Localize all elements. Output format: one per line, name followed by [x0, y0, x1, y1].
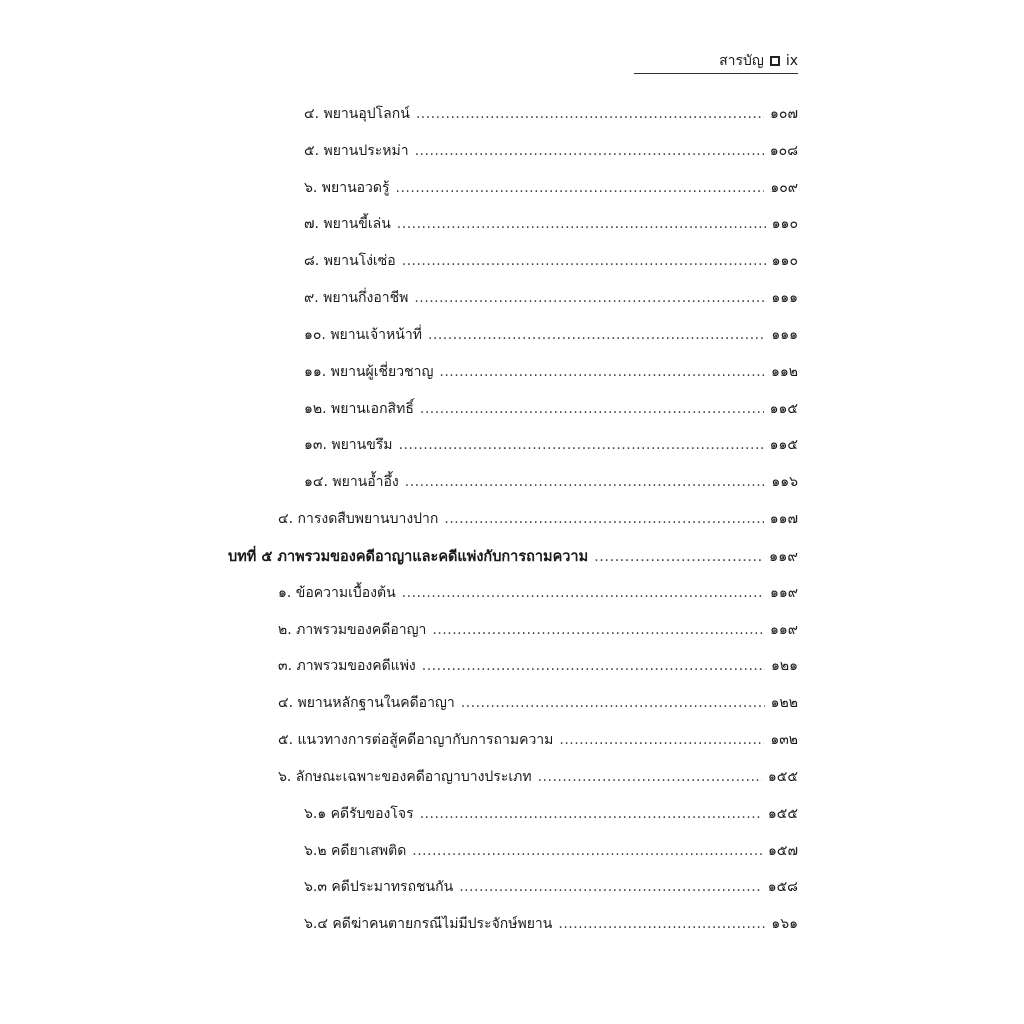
leader-dots [416, 106, 764, 122]
toc-entry [304, 398, 798, 420]
toc-entry-page: ๑๒๒ [770, 695, 798, 711]
toc-entry-page: ๑๑๐ [771, 253, 798, 269]
toc-entry-page: ๑๑๙ [769, 622, 798, 638]
toc-entry-page: ๑๕๗ [767, 843, 798, 859]
toc-entry [304, 287, 798, 309]
toc-entry-page: ๑๑๙ [768, 549, 798, 565]
leader-dots [439, 364, 765, 380]
toc-entry-page: ๑๒๑ [770, 658, 798, 674]
toc-entry [278, 582, 798, 604]
leader-dots [405, 474, 766, 490]
toc-entry-page: ๑๓๒ [770, 732, 798, 748]
leader-dots [594, 549, 763, 565]
leader-dots [559, 732, 764, 748]
toc-entry-page: ๑๕๕ [767, 806, 798, 822]
toc-entry [304, 250, 798, 272]
leader-dots [402, 585, 764, 601]
toc-entry-title: ๘. พยานโง่เซ่อ [304, 253, 396, 269]
toc-entry-title: ๔. การงดสืบพยานบางปาก [278, 511, 439, 527]
toc-entry [304, 434, 798, 456]
leader-dots [396, 180, 765, 196]
leader-dots [420, 806, 762, 822]
toc-entry [278, 766, 798, 788]
leader-dots [538, 769, 762, 785]
leader-dots [415, 143, 764, 159]
toc-entry-page: ๑๕๘ [767, 879, 798, 895]
toc-entry [278, 619, 798, 641]
toc-entry [304, 324, 798, 346]
square-bullet-icon [770, 56, 780, 66]
page-header [634, 49, 798, 74]
leader-dots [414, 290, 765, 306]
leader-dots [558, 916, 765, 932]
toc-chapter-entry [228, 545, 798, 568]
toc-entry-title: ๔. พยานอุปโลกน์ [304, 106, 410, 122]
toc-entry-title: ๖.๒ คดียาเสพติด [304, 843, 407, 859]
toc-entry-page: ๑๐๙ [770, 180, 798, 196]
leader-dots [412, 843, 762, 859]
toc-entry-title: ๑๐. พยานเจ้าหน้าที่ [304, 327, 422, 343]
toc-entry-page: ๑๑๖ [771, 474, 798, 490]
toc-entry-page: ๑๐๘ [769, 143, 798, 159]
toc-entry [278, 692, 798, 714]
leader-dots [397, 216, 766, 232]
toc-entry-title: ๖.๔ คดีฆ่าคนตายกรณีไม่มีประจักษ์พยาน [304, 916, 553, 932]
toc-entry-page: ๑๕๕ [767, 769, 798, 785]
leader-dots [402, 253, 766, 269]
toc-entry [304, 103, 798, 125]
toc-entry [304, 361, 798, 383]
toc-entry-page: ๑๖๑ [771, 916, 798, 932]
leader-dots [422, 658, 765, 674]
toc-entry-page: ๑๐๗ [770, 106, 798, 122]
toc-entry-page: ๑๑๙ [769, 585, 798, 601]
leader-dots [420, 401, 764, 417]
toc-entry-title: ๖.๓ คดีประมาทรถชนกัน [304, 879, 454, 895]
toc-entry [304, 213, 798, 235]
toc-entry-title: ๖. พยานอวดรู้ [304, 180, 390, 196]
toc-entry-title: ๗. พยานขี้เล่น [304, 216, 391, 232]
toc-entry-page: ๑๑๕ [769, 437, 798, 453]
toc-entry-title: ๙. พยานกึ่งอาชีพ [304, 290, 409, 306]
leader-dots [459, 879, 762, 895]
leader-dots [461, 695, 765, 711]
toc-entry [304, 803, 798, 825]
toc-entry-title: ๖.๑ คดีรับของโจร [304, 806, 414, 822]
toc-entry [278, 729, 798, 751]
header-title: สารบัญ [719, 53, 764, 69]
toc-chapter-title: บทที่ ๕ ภาพรวมของคดีอาญาและคดีแพ่งกับการถามความ [228, 549, 589, 565]
toc-entry-page: ๑๑๐ [771, 216, 798, 232]
toc-entry [304, 840, 798, 862]
toc-entry-title: ๕. แนวทางการต่อสู้คดีอาญากับการถามความ [278, 732, 554, 748]
toc-entry [304, 876, 798, 898]
toc-entry-page: ๑๑๑ [771, 327, 798, 343]
toc-entry [278, 508, 798, 530]
toc-entry-page: ๑๑๗ [769, 511, 798, 527]
toc-entry-page: ๑๑๒ [770, 364, 798, 380]
toc-entry-title: ๑๔. พยานอ้ำอึ้ง [304, 474, 399, 490]
toc-entry-title: ๖. ลักษณะเฉพาะของคดีอาญาบางประเภท [278, 769, 532, 785]
toc-entry-page: ๑๑๕ [769, 401, 798, 417]
toc-entry [304, 177, 798, 199]
header-page-number: ix [785, 53, 798, 69]
toc-entry-title: ๓. ภาพรวมของคดีแพ่ง [278, 658, 416, 674]
toc-entry-title: ๑. ข้อความเบื้องต้น [278, 585, 396, 601]
toc-entry [304, 913, 798, 935]
toc-entry-title: ๑๑. พยานผู้เชี่ยวชาญ [304, 364, 434, 380]
toc-entry-page: ๑๑๑ [771, 290, 798, 306]
leader-dots [428, 327, 765, 343]
toc-entry-title: ๕. พยานประหม่า [304, 143, 409, 159]
toc-entry-title: ๒. ภาพรวมของคดีอาญา [278, 622, 427, 638]
leader-dots [399, 437, 764, 453]
toc-entry [304, 140, 798, 162]
leader-dots [432, 622, 764, 638]
toc-entry-title: ๑๓. พยานขรึม [304, 437, 393, 453]
leader-dots [444, 511, 763, 527]
toc-entry-title: ๑๒. พยานเอกสิทธิ์ [304, 401, 414, 417]
toc-entry-title: ๔. พยานหลักฐานในคดีอาญา [278, 695, 455, 711]
toc-entry [304, 471, 798, 493]
toc-entry [278, 655, 798, 677]
